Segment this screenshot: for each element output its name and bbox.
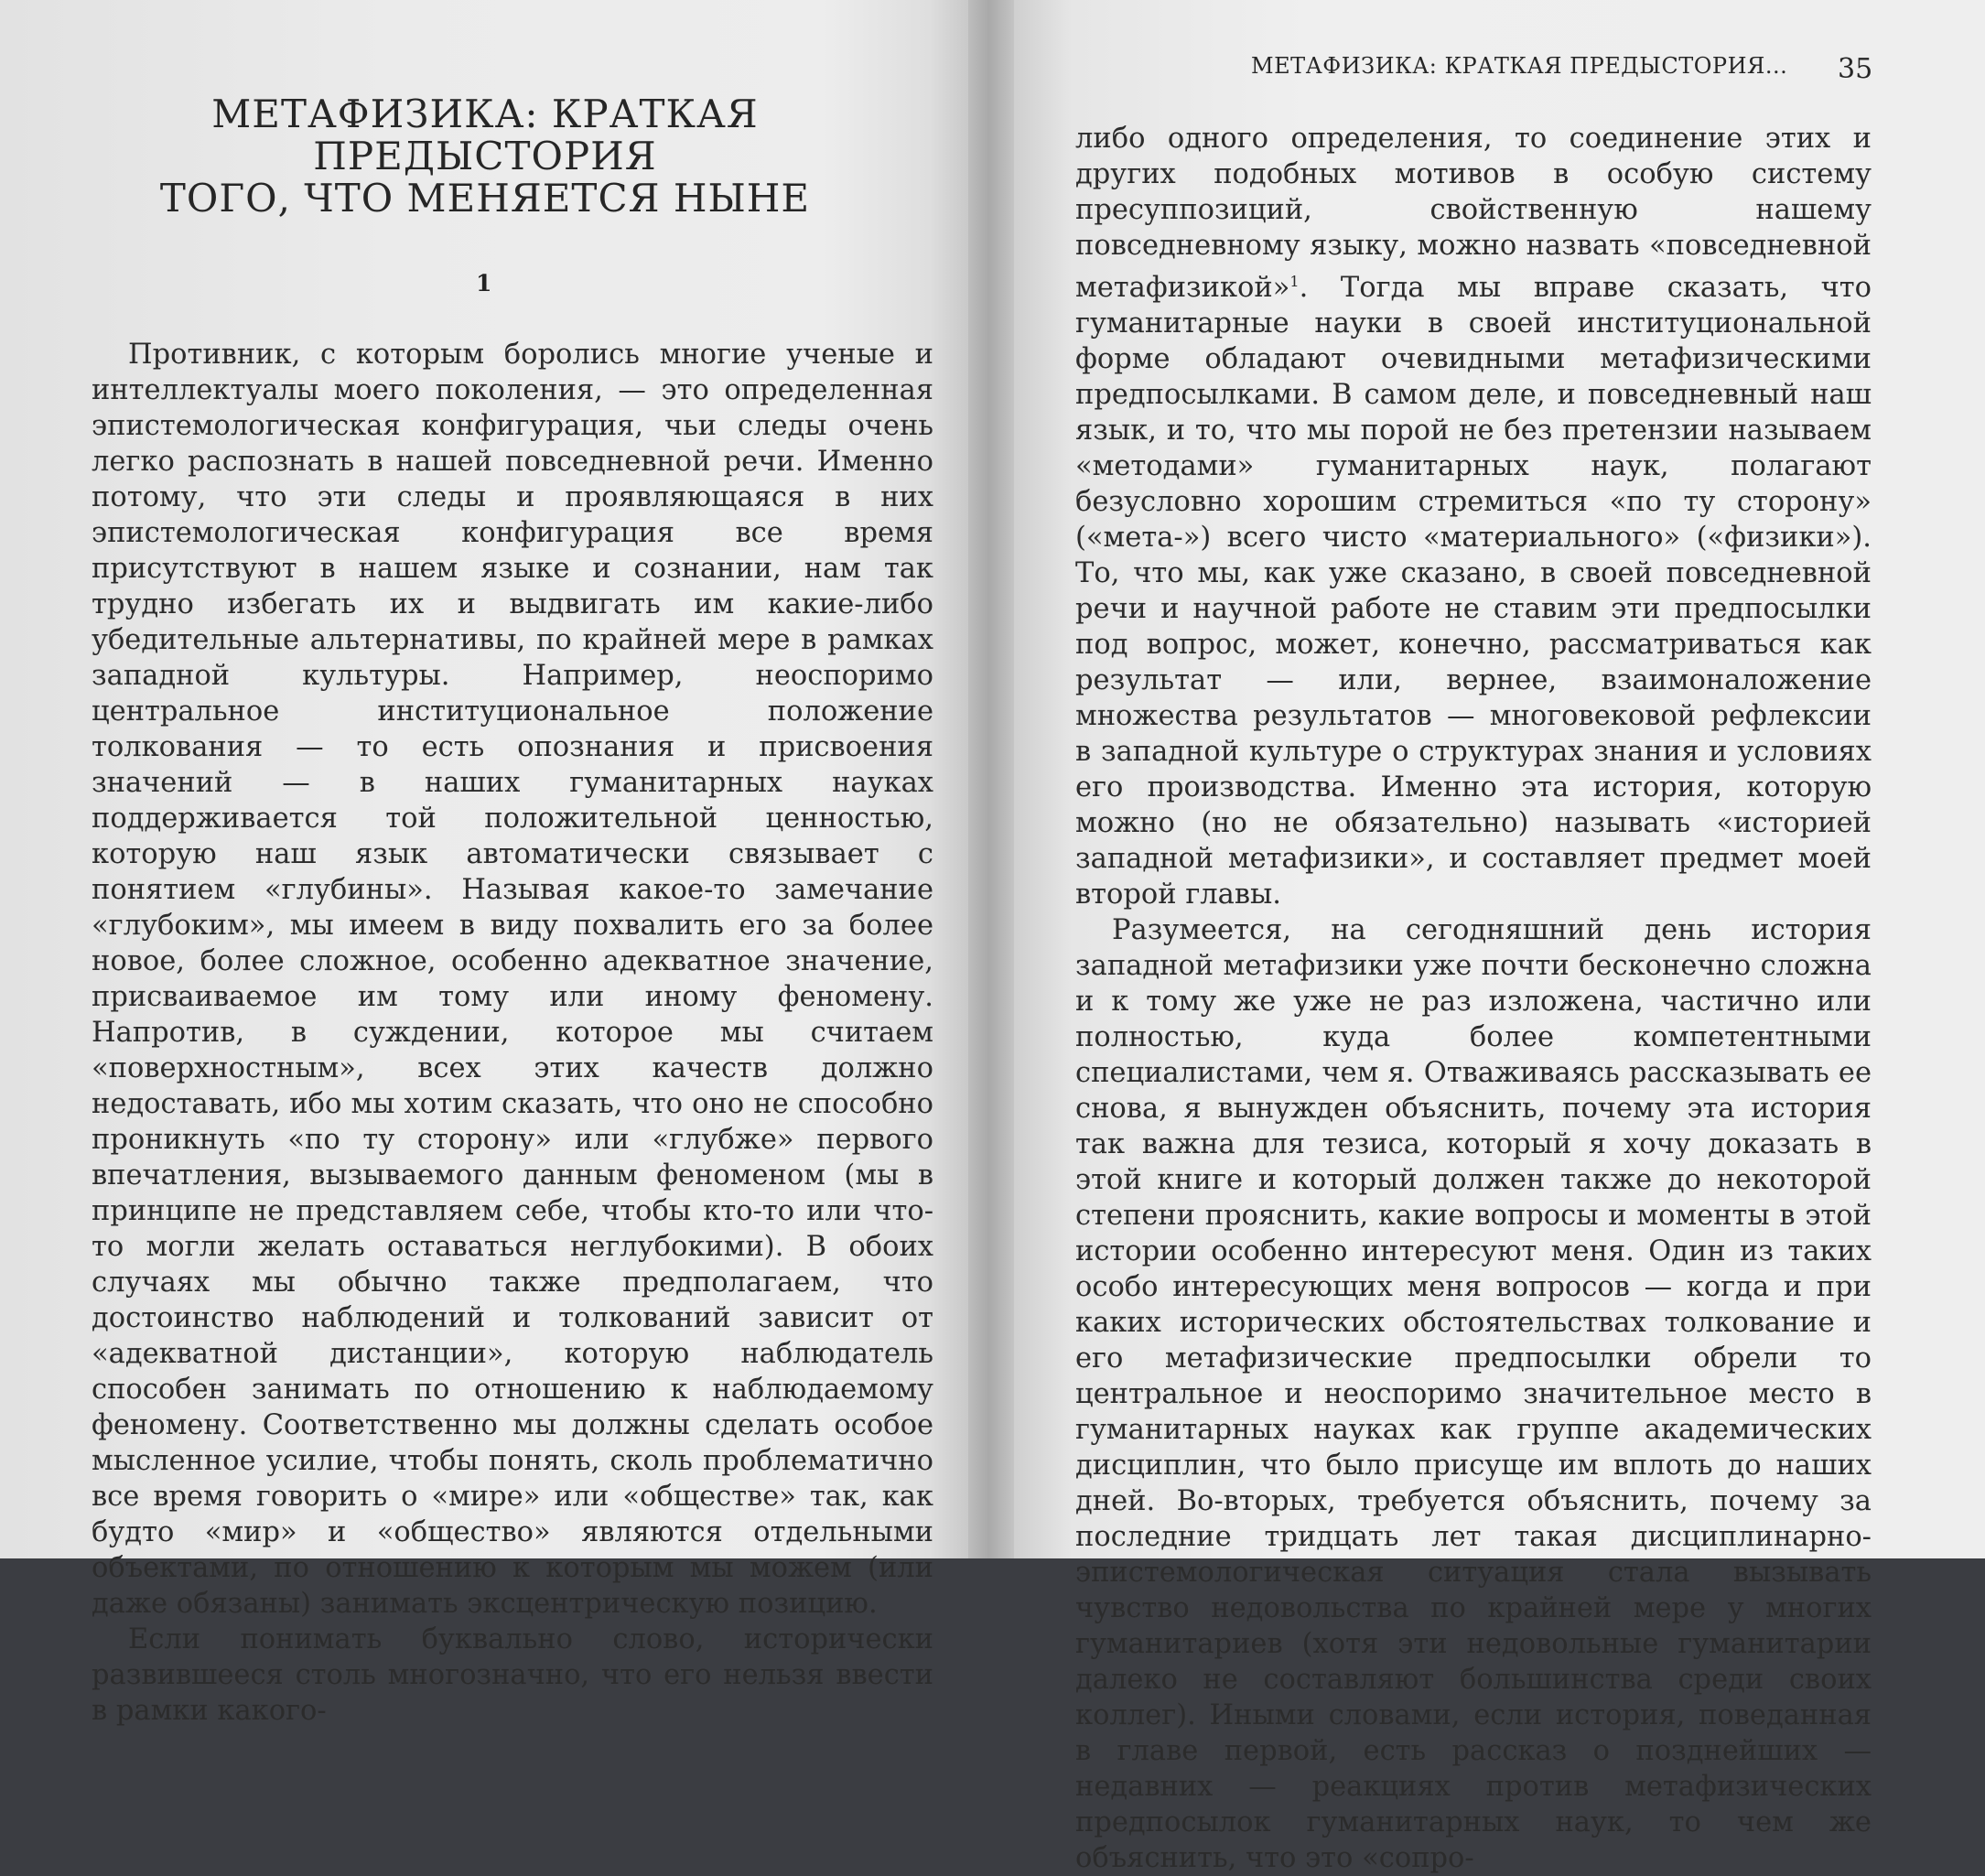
running-head: МЕТАФИЗИКА: КРАТКАЯ ПРЕДЫСТОРИЯ... <box>1251 53 1788 79</box>
paragraph: Противник, с которым боролись многие ученые и интеллектуалы моего поколения, — это определенная эпистемологическая конфигурация, чьи следы очень легко распознать в нашей повседневной речи. Именно потому, что эти следы и проявляющаяся в них эпистемологическая конфигурация все время присутствуют в нашем языке и сознании, нам так трудно избегать их и выдвигать им какие-либо убедительные альтернативы, по крайней мере в рамках западной культуры. Например, неоспоримо центральное институциональное положение толкования — то есть опознания и присвоения значений — в наших гуманитарных науках поддерживается той положительной ценностью, которую наш язык автоматически связывает с понятием «глубины». Называя какое-то замечание «глубоким», мы имеем в виду похвалить его за более новое, более сложное, особенно адекватное значение, присваиваемое им тому или иному феномену. Напротив, в суждении, которое мы считаем «поверхностным», всех этих качеств должно недоставать, ибо мы хотим сказать, что оно не способно проникнуть «по ту сторону» или «глубже» первого впечатления, вызываемого данным феноменом (мы в принципе не представляем себе, чтобы кто-то или что-то могли желать оставаться неглубокими). В обоих случаях мы обычно также предполагаем, что достоинство наблюдений и толкований зависит от «адекватной дистанции», которую наблюдатель способен занимать по отношению к наблюдаемому феномену. Соответственно мы должны сделать особое мысленное усилие, чтобы понять, сколь проблематично все время говорить о «мире» или «обществе» так, как будто «мир» и «общество» являются отдельными объектами, по отношению к которым мы можем (или даже обязаны) занимать эксцентрическую позицию. <box>92 339 933 1620</box>
paragraph-end: . Тогда мы вправе сказать, что гуманитарные науки в своей институциональной форме обладают очевидными метафизическими предпосылками. В самом деле, и повседневный наш язык, и то, что мы порой не без претензии называем «методами» гуманитарных наук, полагают безусловно хорошим стремиться «по ту сторону» («мета-») всего чисто «материального» («физики»). То, что мы, как уже сказано, в своей повседневной речи и научной работе не ставим эти предпосылки под вопрос, может, конечно, рассматриваться как результат — или, вернее, взаимоналожение множества результатов — многовековой рефлексии в западной культуре о структурах знания и условиях его производства. Именно эта история, которую можно (но не обязательно) называть «историей западной метафизики», и составляет предмет моей второй главы. <box>1075 272 1872 911</box>
chapter-title-line-2: ТОГО, ЧТО МЕНЯЕТСЯ НЫНЕ <box>159 176 811 221</box>
paragraph: Если понимать буквально слово, исторически развившееся столь многозначно, что его нельзя ввести в рамки какого- <box>92 1623 933 1727</box>
right-page-body <box>1075 121 1872 1876</box>
paragraph: Разумеется, на сегодняшний день история западной метафизики уже почти бесконечно сложна и к тому же уже не раз изложена, частично или полностью, куда более компетентными специалистами, чем я. Отваживаясь рассказывать ее снова, я вынужден объяснить, почему эта история так важна для тезиса, который я хочу доказать в этой книге и который должен также до некоторой степени прояснить, какие вопросы и моменты в этой истории особенно интересуют меня. Один из таких особо интересующих меня вопросов — когда и при каких исторических обстоятельствах толкование и его метафизические предпосылки обрели то центральное и неоспоримо значительное место в гуманитарных науках как группе академических дисциплин, что было присуще им вплоть до наших дней. Во-вторых, требуется объяснить, почему за последние тридцать лет такая дисциплинарно-эпистемологическая ситуация стала вызывать чувство недовольства по крайней мере у многих гуманитариев (хотя эти недовольные гуманитарии далеко не составляют большинства среди своих коллег). Иными словами, если история, поведанная в главе первой, есть рассказ о позднейших — недавних — реакциях против метафизических предпосылок гуманитарных наук, то чем же объяснить, что это «сопро- <box>1075 914 1872 1875</box>
chapter-title-line-1: МЕТАФИЗИКА: КРАТКАЯ ПРЕДЫСТОРИЯ <box>211 92 759 179</box>
left-page <box>0 0 968 1727</box>
paragraph-start: либо одного определения, то соединение этих и других подобных мотивов в особую систему пресуппозиций, свойственную нашему повседневному языку, можно назвать «повседневной метафизикой» <box>1075 123 1872 305</box>
paragraph <box>1075 121 1872 912</box>
page-number: 35 <box>1838 53 1873 85</box>
chapter-title <box>92 93 879 221</box>
left-page-body <box>92 337 933 1729</box>
book-gutter <box>968 0 1014 1558</box>
section-number: 1 <box>476 270 492 296</box>
footnote-mark[interactable]: 1 <box>1289 273 1300 290</box>
